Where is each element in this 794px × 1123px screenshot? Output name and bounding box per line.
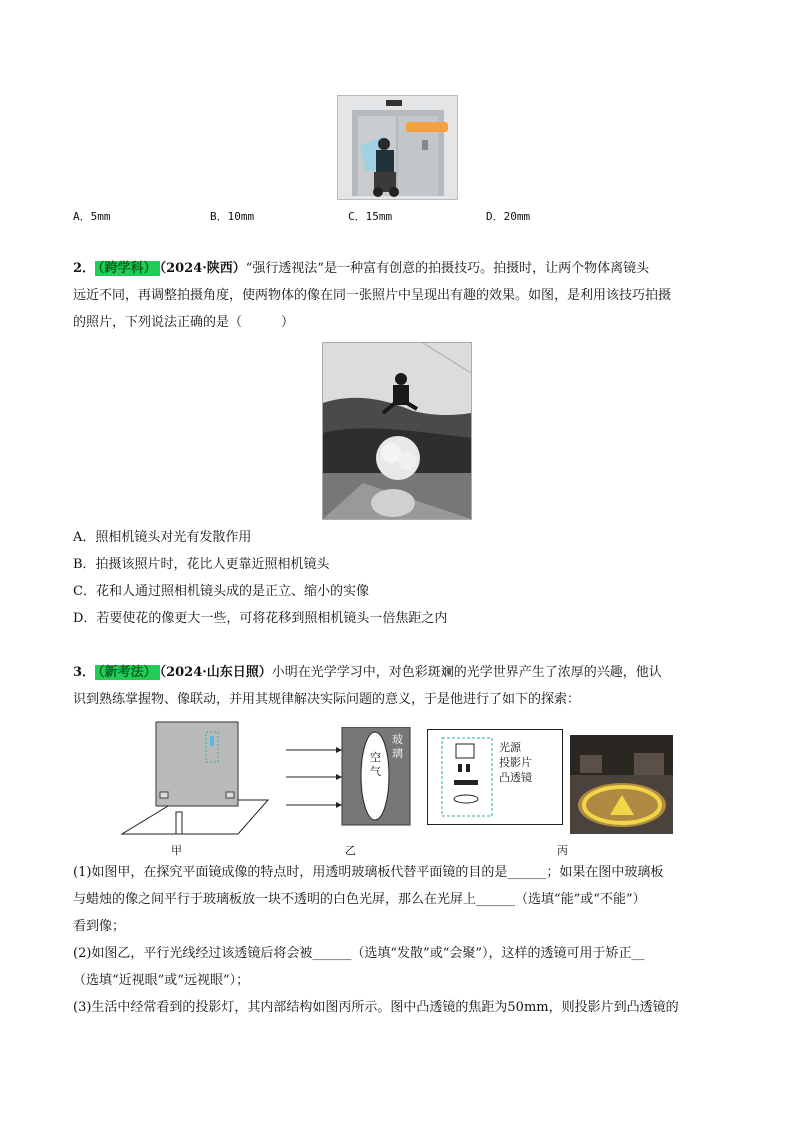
q3-stem-line-2: 识到熟练掌握物、像联动，并用其规律解决实际问题的意义，于是他进行了如下的探索： xyxy=(73,692,581,707)
q2-tag: （跨学科） xyxy=(95,261,160,276)
q3-sub-line-3: 看到像； xyxy=(73,919,126,934)
air-label: 空气 xyxy=(370,751,381,778)
q3-source: （2024·山东日照） xyxy=(159,665,272,680)
glass-label: 玻璃 xyxy=(392,733,403,760)
q3-sub-line-6: (3)生活中经常看到的投影灯，其内部结构如图丙所示。图中凸透镜的焦距为50mm，则投影片到凸透镜的 xyxy=(73,1000,679,1015)
label-slide: 投影片 xyxy=(499,756,532,769)
q3-number: 3． xyxy=(73,665,96,680)
q3-sub-line-1: (1)如图甲，在探究平面镜成像的特点时，用透明玻璃板代替平面镜的目的是______；如果在图中玻璃板 xyxy=(73,865,664,880)
q2-number: 2． xyxy=(73,261,96,276)
q1-option-a: A．5mm xyxy=(73,210,111,223)
q3-sub-line-2: 与蜡烛的像之间平行于玻璃板放一块不透明的白色光屏，那么在光屏上______（选填“能”或“不能”） xyxy=(73,892,646,907)
projector-labels xyxy=(499,740,532,785)
label-bing: 丙 xyxy=(557,844,568,857)
q2-stem-text-1: “强行透视法”是一种富有创意的拍摄技巧。拍摄时，让两个物体离镜头 xyxy=(245,261,650,276)
figure-jia xyxy=(120,718,270,836)
projector-floor-illustration xyxy=(570,735,673,834)
q3-sub-line-4: (2)如图乙，平行光线经过该透镜后将会被______（选填“发散”或“会聚”），这样的透镜可用于矫正__ xyxy=(73,946,645,961)
q2-stem-line-2: 远近不同，再调整拍摄角度，使两物体的像在同一张照片中呈现出有趣的效果。如图，是利用该技巧拍摄 xyxy=(73,288,672,303)
q3-stem-text-1: 小明在光学学习中，对色彩斑斓的光学世界产生了浓厚的兴趣，他认 xyxy=(271,665,662,680)
q1-option-b: B．10mm xyxy=(210,210,255,223)
q1-option-c: C．15mm xyxy=(348,210,393,223)
q2-stem-line-3: 的照片，下列说法正确的是（ ） xyxy=(73,315,295,330)
q2-option-d: D．若要使花的像更大一些，可将花移到照相机镜头一倍焦距之内 xyxy=(73,611,448,626)
label-yi: 乙 xyxy=(345,844,356,857)
q2-stem-line-1 xyxy=(73,260,649,278)
elevator-illustration xyxy=(338,96,457,199)
mirror-setup-diagram xyxy=(120,718,270,836)
figure-bing-diagram xyxy=(427,729,563,825)
projector-floor-photo xyxy=(570,735,673,834)
q1-option-d: D．20mm xyxy=(486,210,531,223)
elevator-photo xyxy=(337,95,458,200)
q2-option-a: A．照相机镜头对光有发散作用 xyxy=(73,530,252,545)
q2-option-b: B．拍摄该照片时，花比人更靠近照相机镜头 xyxy=(73,557,330,572)
label-convex-lens: 凸透镜 xyxy=(499,771,532,784)
projector-structure-diagram xyxy=(428,730,562,824)
q2-option-c: C．花和人通过照相机镜头成的是正立、缩小的实像 xyxy=(73,584,369,599)
q3-sub-line-5: （选填“近视眼”或“远视眼”）； xyxy=(73,973,250,988)
forced-perspective-illustration xyxy=(323,343,471,519)
q3-stem-line-1 xyxy=(73,664,662,682)
label-jia: 甲 xyxy=(171,844,182,857)
q2-source: （2024·陕西） xyxy=(159,261,246,276)
label-light-source: 光源 xyxy=(499,741,521,754)
q3-tag: （新考法） xyxy=(95,665,160,680)
forced-perspective-photo xyxy=(322,342,472,520)
